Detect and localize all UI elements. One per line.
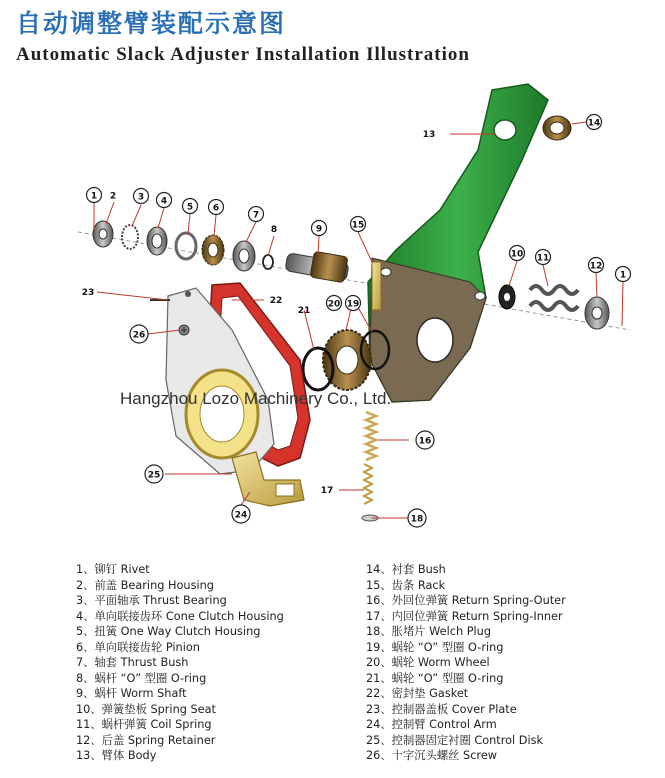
callout-15 (351, 217, 366, 232)
svg-text:24: 24 (234, 510, 248, 521)
svg-text:10: 10 (510, 249, 524, 260)
svg-text:17: 17 (320, 486, 334, 496)
legend-item: 17、内回位弹簧 Return Spring-Inner (366, 609, 563, 623)
legend-item: 13、臂体 Body (76, 749, 157, 762)
legend-item: 21、蜗轮 “O” 型圈 O-ring (366, 671, 504, 685)
legend-item: 24、控制臂 Control Arm (366, 718, 497, 731)
svg-text:23: 23 (81, 288, 95, 298)
legend-item: 2、前盖 Bearing Housing (76, 578, 214, 592)
legend-item: 7、轴套 Thrust Bush (76, 656, 189, 669)
callout-3 (134, 189, 149, 204)
callout-24 (232, 505, 250, 523)
bush (543, 116, 571, 140)
callout-1-left (87, 188, 102, 203)
callout-11 (536, 250, 551, 265)
return-spring-inner (364, 464, 372, 504)
rack (372, 262, 381, 310)
title-english: Automatic Slack Adjuster Installation Illustration (16, 44, 470, 65)
svg-text:11: 11 (536, 253, 550, 264)
legend-item: 8、蜗杆 “O” 型圈 O-ring (76, 671, 207, 685)
svg-text:14: 14 (587, 118, 601, 129)
legend-item: 18、胀堵片 Welch Plug (366, 625, 491, 638)
callout-23 (82, 288, 95, 298)
spring-retainer (585, 297, 609, 329)
worm-shaft (285, 251, 349, 283)
svg-text:21: 21 (297, 306, 311, 316)
svg-text:16: 16 (418, 436, 432, 447)
svg-text:6: 6 (212, 203, 220, 214)
svg-text:3: 3 (137, 192, 145, 203)
callout-25 (145, 465, 163, 483)
legend-item: 16、外回位弹簧 Return Spring-Outer (366, 594, 566, 607)
svg-text:19: 19 (346, 299, 360, 310)
title-chinese: 自动调整臂装配示意图 (16, 9, 287, 38)
callout-8 (271, 225, 277, 235)
callout-18 (408, 509, 426, 527)
legend-item: 4、单向联接齿环 Cone Clutch Housing (76, 609, 284, 623)
svg-text:15: 15 (351, 220, 365, 231)
svg-text:18: 18 (410, 514, 424, 525)
svg-text:26: 26 (132, 330, 146, 341)
callout-19 (346, 296, 361, 311)
legend-item: 20、蜗轮 Worm Wheel (366, 656, 490, 669)
svg-text:13: 13 (422, 130, 436, 140)
legend-column-left (76, 562, 284, 764)
cone-clutch-housing (147, 227, 167, 255)
callout-16 (416, 431, 434, 449)
svg-text:22: 22 (269, 296, 283, 306)
watermark-text: Hangzhou Lozo Machinery Co., Ltd. (120, 389, 392, 408)
callout-13 (423, 130, 436, 140)
legend-item: 3、平面轴承 Thrust Bearing (76, 594, 227, 607)
callout-2 (110, 192, 116, 202)
callout-17 (321, 486, 334, 496)
legend-item: 11、蜗杆弹簧 Coil Spring (76, 718, 212, 731)
return-spring-outer (366, 412, 376, 460)
exploded-assembly-diagram (0, 70, 665, 550)
legend-item: 6、单向联接齿轮 Pinion (76, 640, 200, 654)
svg-text:9: 9 (315, 224, 323, 235)
callout-14 (587, 115, 602, 130)
callout-6 (209, 200, 224, 215)
pinion (202, 235, 224, 265)
callout-4 (157, 193, 172, 208)
callout-20 (327, 296, 342, 311)
legend-item: 25、控制器固定衬圈 Control Disk (366, 733, 544, 747)
callout-9 (312, 221, 327, 236)
callout-5 (183, 199, 198, 214)
svg-text:4: 4 (160, 196, 168, 207)
legend-item: 12、后盖 Spring Retainer (76, 733, 216, 747)
legend-item: 23、控制器盖板 Cover Plate (366, 702, 517, 716)
svg-text:25: 25 (147, 470, 161, 481)
legend-column-right (366, 562, 566, 764)
callout-10 (510, 246, 525, 261)
svg-text:1: 1 (90, 191, 98, 202)
legend-item: 15、齿条 Rack (366, 578, 446, 592)
worm-o-ring (263, 255, 273, 269)
legend-item: 26、十字沉头螺丝 Screw (366, 749, 498, 762)
svg-text:20: 20 (327, 299, 341, 310)
bearing-housing (93, 221, 113, 247)
svg-text:8: 8 (270, 225, 278, 235)
callout-7 (249, 207, 264, 222)
arm-body (368, 84, 548, 402)
callout-21 (298, 306, 311, 316)
callout-12 (589, 258, 604, 273)
legend-item: 19、蜗轮 “O” 型圈 O-ring (366, 640, 504, 654)
screw (179, 325, 189, 335)
legend-item: 9、蜗杆 Worm Shaft (76, 687, 187, 700)
svg-text:1: 1 (619, 270, 627, 281)
svg-text:2: 2 (109, 191, 117, 202)
spring-seat (499, 285, 515, 309)
thrust-bush (233, 241, 255, 271)
thrust-bearing (122, 225, 138, 249)
one-way-clutch-housing (176, 233, 196, 259)
callout-22 (270, 296, 283, 306)
svg-text:5: 5 (186, 202, 194, 213)
coil-spring (530, 286, 578, 310)
legend-item: 10、弹簧垫板 Spring Seat (76, 702, 216, 716)
svg-text:7: 7 (252, 210, 260, 221)
svg-text:12: 12 (589, 261, 603, 272)
legend-item: 5、扭簧 One Way Clutch Housing (76, 625, 261, 638)
legend-item: 22、密封垫 Gasket (366, 687, 469, 700)
legend-item: 1、铆钉 Rivet (76, 563, 150, 576)
callout-1-right (616, 267, 631, 282)
legend-item: 14、衬套 Bush (366, 563, 446, 576)
callout-26 (130, 325, 148, 343)
